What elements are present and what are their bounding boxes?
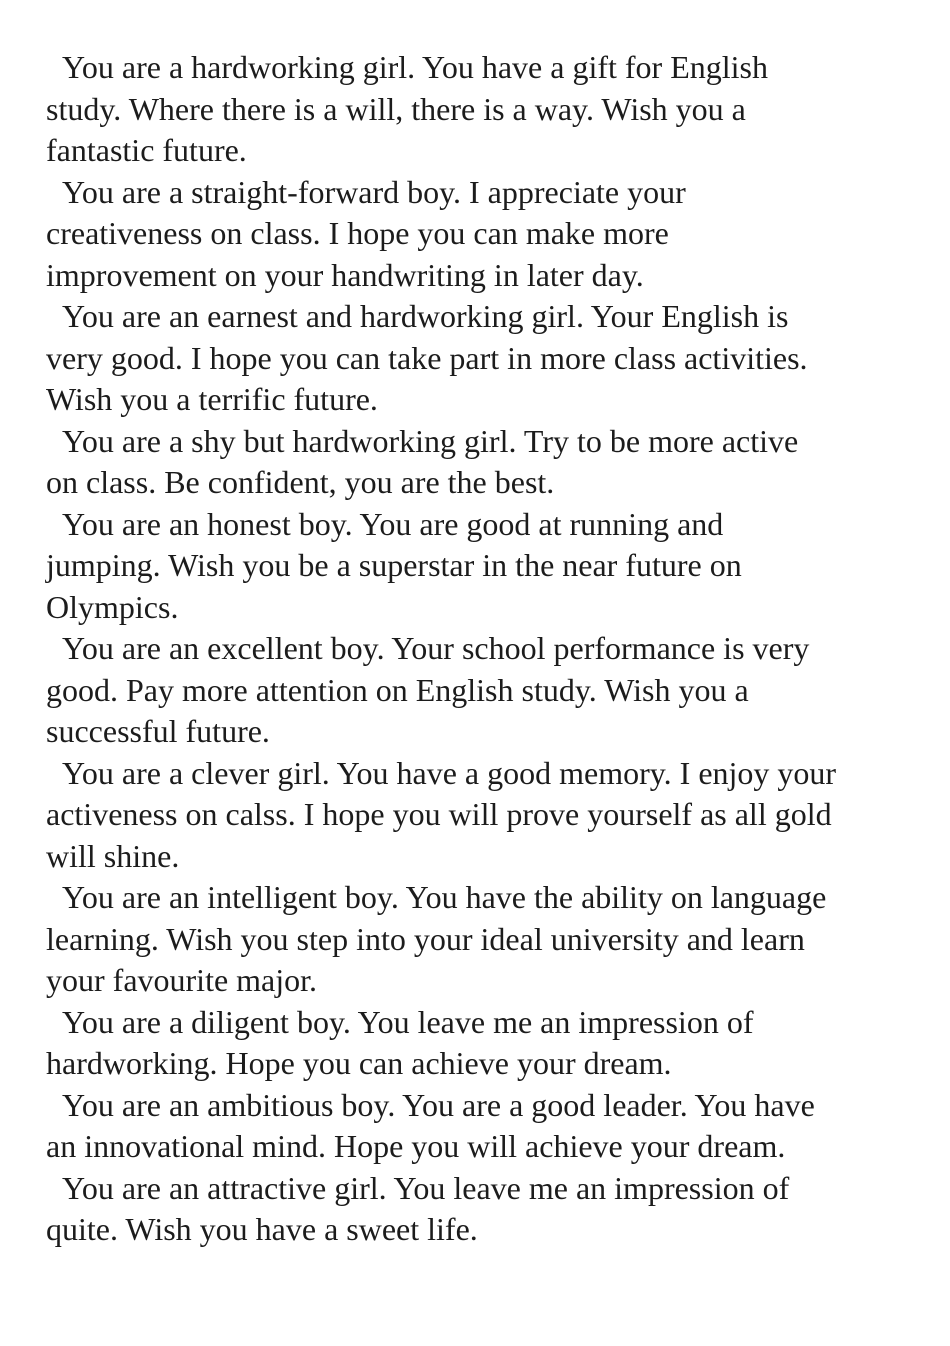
comment-paragraph: You are an ambitious boy. You are a good leader. You have an innovational mind. Hope you will achieve your dream.	[46, 1086, 815, 1164]
comment-paragraph: You are an earnest and hardworking girl. Your English is very good. I hope you can take part in more class activities. Wish you a terrific future.	[46, 298, 808, 417]
comment-paragraph: You are an intelligent boy. You have the ability on language learning. Wish you step into your ideal university and learn your favourite major.	[46, 879, 827, 998]
comment-paragraph: You are an attractive girl. You leave me an impression of quite. Wish you have a sweet life.	[46, 1169, 790, 1247]
comment-paragraph: You are a clever girl. You have a good memory. I enjoy your activeness on calss. I hope you will prove yourself as all gold will shine.	[46, 754, 837, 874]
comment-paragraph: You are a diligent boy. You leave me an impression of hardworking. Hope you can achieve your dream.	[46, 1003, 754, 1081]
comment-paragraph: You are an excellent boy. Your school performance is very good. Pay more attention on English study. Wish you a successful future.	[46, 630, 810, 749]
comment-paragraph: You are an honest boy. You are good at running and jumping. Wish you be a superstar in the near future on Olympics.	[46, 505, 742, 625]
comments-document	[46, 47, 916, 1251]
comment-paragraph: You are a hardworking girl. You have a gift for English study. Where there is a will, there is a way. Wish you a fantastic future.	[46, 49, 768, 168]
comment-paragraph: You are a straight-forward boy. I appreciate your creativeness on class. I hope you can make more improvement on your handwriting in later day.	[46, 173, 686, 293]
comment-paragraph: You are a shy but hardworking girl. Try to be more active on class. Be confident, you are the best.	[46, 422, 799, 500]
